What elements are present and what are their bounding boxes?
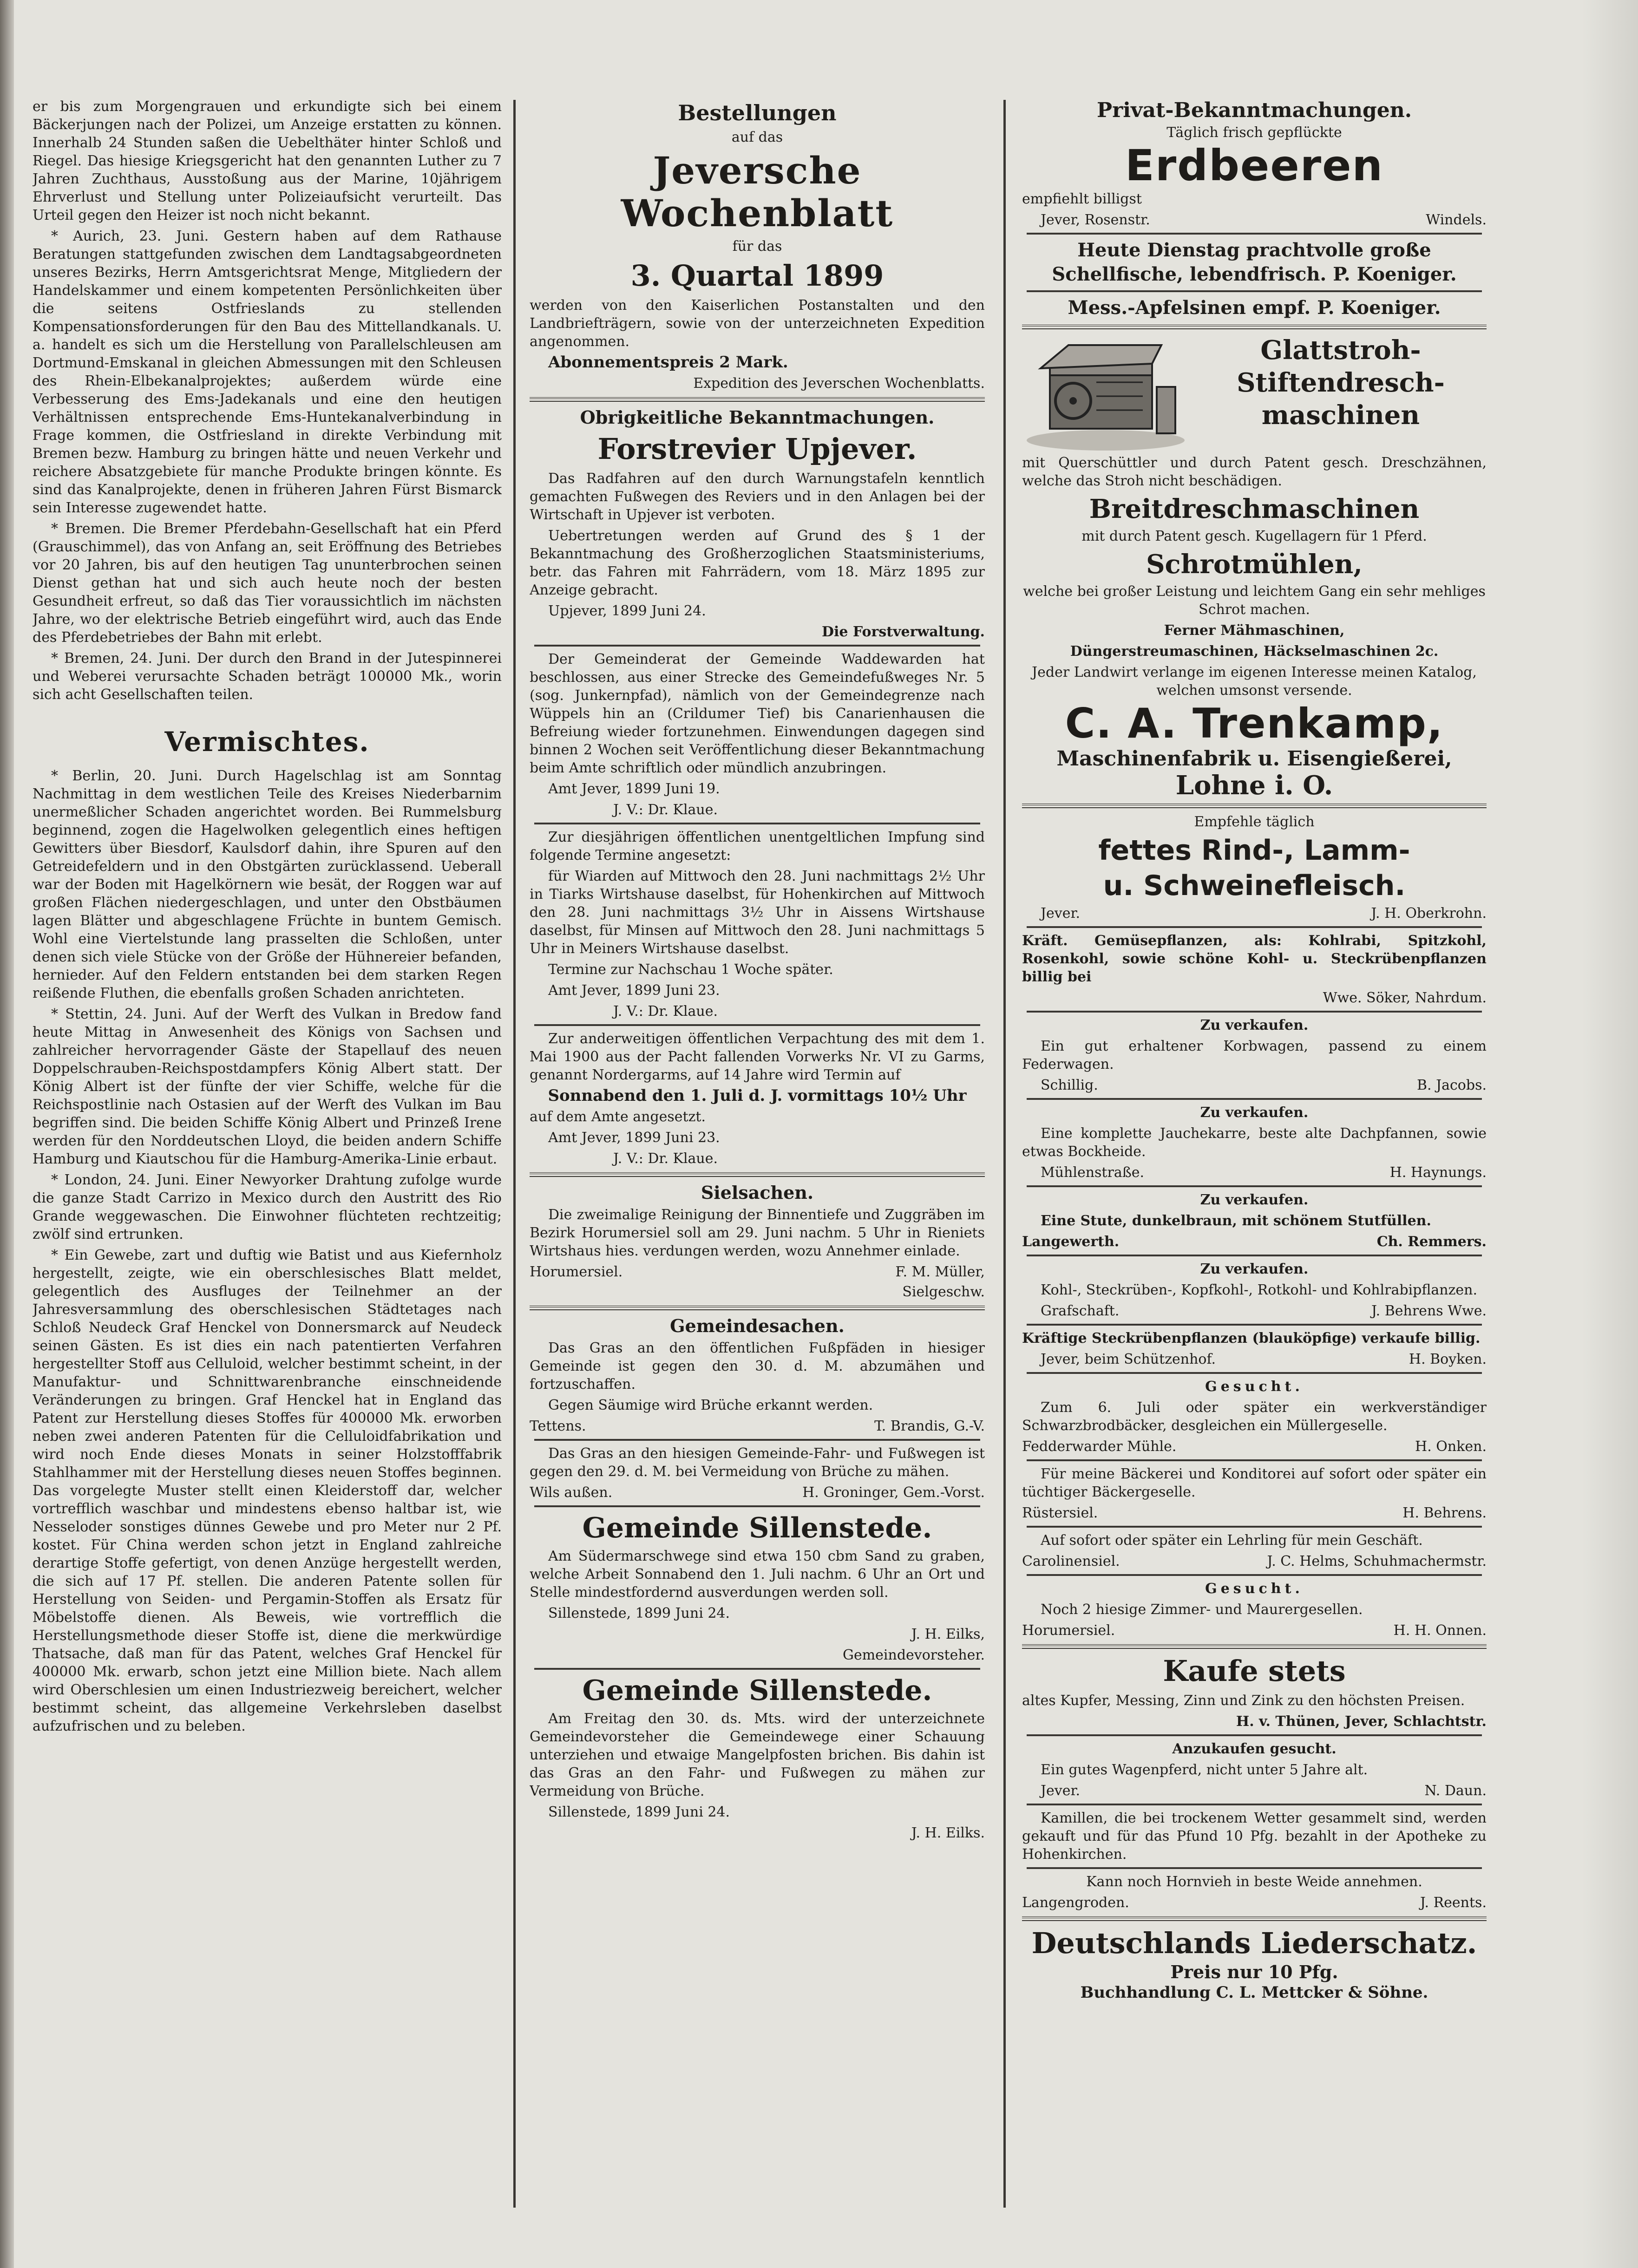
ad-signature-row <box>1022 1552 1487 1570</box>
notice-date: Amt Jever, 1899 Juni 23. <box>548 982 720 999</box>
notice-text: Termine zur Nachschau 1 Woche später. <box>548 961 833 978</box>
ad-signature-row <box>1022 211 1487 229</box>
notice-text: Uebertretungen werden auf Grund des § 1 der Bekanntmachung des Großherzoglichen Staatsministeriums, betr. das Fahren mit Fahrrädern, vom 18. März 1895 zur Anzeige gebracht. <box>530 528 985 598</box>
notice-signature: J. V.: Dr. Klaue. <box>613 802 718 818</box>
notice-text: Gegen Säumige wird Brüche erkannt werden. <box>548 1397 873 1413</box>
ad-signature-row <box>1022 1782 1487 1800</box>
ad-text: Jeder Landwirt verlange im eigenen Interesse meinen Katalog, welchen umsonst versende. <box>1032 664 1477 699</box>
column-rule <box>1003 100 1006 2208</box>
divider <box>530 1306 985 1310</box>
news-item-stettin: * Stettin, 24. Juni. Auf der Werft des Vulkan in Bredow fand heute Mittag in Anwesenheit des Königs von Sachsen und zahlreicher hervorragender Gäste der Stapellauf des neuen Doppelschrauben-Reichspostdampfers König Albert statt. Der König Albert ist der fünfte der vier Schiffe, welche für die Reichspostlinie nach Ostasien auf der Werft des Vulkan im Bau begriffen sind. Die beiden Schiffe König Albert und Prinzeß Irene werden für den Norddeutschen Lloyd, die beiden andern Schiffe Hamburg und Kiautschou für die Hamburg-Amerika-Linie erbaut. <box>33 1006 502 1167</box>
notice-signature: J. H. Eilks. <box>911 1825 985 1841</box>
ad-place: Jever, Rosenstr. <box>1041 212 1150 228</box>
divider <box>1027 1526 1482 1528</box>
ad-signature-row <box>1022 1894 1487 1912</box>
subscription-price: Abonnementspreis 2 Mark. <box>548 353 788 372</box>
news-item-gewebe: * Ein Gewebe, zart und duftig wie Batist und aus Kiefernholz hergestellt, zeigte, wie ein oberschlesisches Blatt meldet, gelegentlich des Ausfluges der Teilnehmer an der Jahresversammlung des oberschlesischen Städtetages nach Schloß Neudeck Graf Henckel von Donnersmarck auf Neudeck seinen Gästen. Es ist dies ein nach patentierten Verfahren hergestellter Stoff aus Celluloid, welcher bestimmt scheint, in der Manufaktur- und Schnittwarenbranche einschneidende Veränderungen zu bringen. Graf Henckel hat in England das Patent zur Herstellung dieses Stoffes für 400000 Mk. erworben neben zwei anderen Patenten für die Celluloidfabrikation und wird noch Ende dieses Monats in seiner Holzstofffabrik Stahlhammer mit der Herstellung dieses neuen Stoffes beginnen. Das vorgelegte Muster stellt einen Kleiderstoff dar, welcher vortrefflich waschbar und mindestens ebenso haltbar ist, wie Nesseloder sonstiges dünnes Gewebe und pro Meter nur 2 Pf. kostet. Für China werden schon jetzt in England zahlreiche derartige Stoffe gefertigt, von denen Anzüge hergestellt werden, die sich auf 17 Pf. stellen. Die anderen Patente sollen für Herstellung von Seiden- und Pergamin-Stoffen als Ersatz für Möbelstoffe dienen. Als Beweis, wie vortrefflich die Herstellungsmethode dieser Stoffe ist, diene die merkwürdige Thatsache, daß man für das Patent, welches Graf Henckel für 400000 Mk. erwarb, schon jetzt eine Million biete. Nach allem wird Oberschlesien um einen Industriezweig bereichert, welcher bestimmt scheint, das allgemeine Verkehrsleben daselbst aufzufrischen und zu beleben. <box>33 1247 502 1734</box>
notice-signature: J. V.: Dr. Klaue. <box>613 1003 718 1020</box>
notice-signature: Sielgeschw. <box>902 1284 985 1300</box>
ad-title-glattstroh: Glattstroh-Stiftendresch-maschinen <box>1237 335 1445 431</box>
notice-date: Sillenstede, 1899 Juni 24. <box>548 1804 730 1820</box>
notice-text: Das Gras an den öffentlichen Fußpfäden in hiesiger Gemeinde ist gegen den 30. d. M. abzumähen und fortzuschaffen. <box>530 1340 985 1392</box>
ad-text: Eine komplette Jauchekarre, beste alte Dachpfannen, sowie etwas Bockheide. <box>1022 1125 1487 1160</box>
subscription-text: werden von den Kaiserlichen Postanstalten und den Landbriefträgern, sowie von der unterzeichneten Expedition angenommen. <box>530 297 985 350</box>
ad-signature-row <box>1022 1504 1487 1522</box>
ad-place: Grafschaft. <box>1041 1303 1120 1319</box>
subscription-line: für das <box>732 238 782 255</box>
ad-heading: Anzukaufen gesucht. <box>1172 1741 1337 1757</box>
ad-signature: Ch. Remmers. <box>1376 1234 1487 1250</box>
divider <box>1027 1098 1482 1100</box>
divider <box>1022 1644 1487 1649</box>
notice-place: Horumersiel. <box>530 1264 623 1280</box>
section-title-vermischtes: Vermischtes. <box>164 726 370 758</box>
divider <box>1027 926 1482 928</box>
divider <box>1027 1011 1482 1013</box>
news-item-bremen-brand: * Bremen, 24. Juni. Der durch den Brand in der Jutespinnerei und Weberei verursachte Schaden beträgt 100000 Mk., worin sich acht Gesellschaften teilen. <box>33 650 502 703</box>
page-binding-edge <box>0 0 14 2268</box>
notice-signature: J. H. Eilks, <box>911 1626 985 1642</box>
notice-signature-row <box>530 1263 985 1281</box>
private-notices-heading: Privat-Bekanntmachungen. <box>1096 98 1412 122</box>
ad-text: Eine Stute, dunkelbraun, mit schönem Stutfüllen. <box>1041 1213 1431 1229</box>
ad-text: Ein gutes Wagenpferd, nicht unter 5 Jahre alt. <box>1041 1762 1368 1778</box>
notice-text: auf dem Amte angesetzt. <box>530 1109 706 1125</box>
column-rule <box>513 100 516 2208</box>
ad-signature: B. Jacobs. <box>1416 1077 1487 1093</box>
ad-text: Ein gut erhaltener Korbwagen, passend zu einem Federwagen. <box>1022 1038 1487 1072</box>
section-title-gemeindesachen: Gemeindesachen. <box>670 1315 845 1336</box>
sillenstede-title: Gemeinde Sillenstede. <box>582 1674 932 1707</box>
notice-text: Die zweimalige Reinigung der Binnentiefe und Zuggräben im Bezirk Horumersiel soll am 29. Juni nachm. 5 Uhr in Rieniets Wirtshaus hies. verdungen werden, wozu Annehmer einlade. <box>530 1207 985 1259</box>
ad-place: Fedderwarder Mühle. <box>1022 1438 1177 1455</box>
ad-signature: H. v. Thünen, Jever, Schlachtstr. <box>1236 1713 1487 1730</box>
notice-date: Amt Jever, 1899 Juni 19. <box>548 781 720 797</box>
notice-text: Am Freitag den 30. ds. Mts. wird der unterzeichnete Gemeindevorsteher die Gemeindewege einer Schauung unterziehen und etwaige Mangelpfosten brichen. Bis dahin ist das Gras an den Fahr- und Fußwegen zu mähen zur Vermeidung von Brüche. <box>530 1711 985 1799</box>
notice-text: Zur diesjährigen öffentlichen unentgeltlichen Impfung sind folgende Termine angesetzt: <box>530 829 985 863</box>
divider <box>1027 290 1482 292</box>
notices-column-middle <box>530 98 985 2198</box>
ad-price: Preis nur 10 Pfg. <box>1170 1961 1338 1982</box>
notice-date-highlight: Sonnabend den 1. Juli d. J. vormittags 10½ Uhr <box>548 1086 967 1105</box>
ad-signature-row <box>1022 1350 1487 1368</box>
ad-signature: H. Haynungs. <box>1389 1164 1487 1181</box>
ad-location: Lohne i. O. <box>1175 770 1333 801</box>
news-item-bremen: * Bremen. Die Bremer Pferdebahn-Gesellschaft hat ein Pferd (Grauschimmel), das von Anfang an, seit Eröffnung des Betriebes vor 20 Jahren, bis auf den heutigen Tag ununterbrochen seinen Dienst gethan hat und sich auch heute noch der besten Gesundheit erfreut, so daß das Tier voraussichtlich im nächsten Jahre, wo der elektrische Betrieb eingeführt wird, auch das Ende des Pferdebetriebes der Bahn mit erlebt. <box>33 521 502 646</box>
ad-text: Kräftige Steckrübenpflanzen (blauköpfige) verkaufe billig. <box>1022 1330 1481 1346</box>
ad-signature: H. H. Onnen. <box>1393 1622 1487 1639</box>
ad-signature: Buchhandlung C. L. Mettcker & Söhne. <box>1080 1983 1428 2002</box>
news-item: er bis zum Morgengrauen und erkundigte sich bei einem Bäckerjungen nach der Polizei, um Anzeige erstatten zu können. Innerhalb 24 Stunden saßen die Uebelthäter hinter Schloß und Riegel. Das hiesige Kriegsgericht hat den genannten Luther zu 7 Jahren Zuchthaus, Ausstoßung aus der Marine, 10jährigem Ehrverlust und Stellung unter Polizeiaufsicht verurteilt. Das Urteil gegen den Heizer ist noch nicht bekannt. <box>33 98 502 223</box>
ad-text: Ferner Mähmaschinen, <box>1164 622 1345 639</box>
divider <box>534 1505 980 1507</box>
ad-text: Kohl-, Steckrüben-, Kopfkohl-, Rotkohl- und Kohlrabipflanzen. <box>1041 1282 1477 1298</box>
notice-signature: H. Groninger, Gem.-Vorst. <box>802 1484 985 1501</box>
ad-text-schellfische: Heute Dienstag prachtvolle große Schellfische, lebendfrisch. P. Koeniger. <box>1052 239 1457 285</box>
divider <box>530 397 985 402</box>
divider <box>1022 1916 1487 1921</box>
ad-text: Noch 2 hiesige Zimmer- und Maurergesellen. <box>1041 1601 1363 1618</box>
ad-heading: Zu verkaufen. <box>1200 1192 1309 1208</box>
ad-signature: Wwe. Söker, Nahrdum. <box>1323 990 1487 1006</box>
newspaper-name: Jeversche Wochenblatt <box>621 149 894 235</box>
notice-signature: Gemeindevorsteher. <box>842 1647 985 1663</box>
ad-place: Jever. <box>1041 905 1081 922</box>
divider <box>1027 1867 1482 1869</box>
ad-title-kaufe: Kaufe stets <box>1163 1654 1346 1688</box>
ad-title-fleisch: u. Schweinefleisch. <box>1103 869 1406 902</box>
ad-title-trenkamp: C. A. Trenkamp, <box>1065 699 1444 747</box>
official-notices-heading: Obrigkeitliche Bekanntmachungen. <box>580 407 935 428</box>
ad-text-apfelsinen: Mess.-Apfelsinen empf. P. Koeniger. <box>1068 297 1441 319</box>
notice-signature-row <box>530 1484 985 1502</box>
ad-text: welche bei großer Leistung und leichtem Gang ein sehr mehliges Schrot machen. <box>1023 583 1486 618</box>
ad-title-breitdresch: Breitdreschmaschinen <box>1089 494 1420 524</box>
divider <box>1027 1372 1482 1374</box>
divider <box>530 1172 985 1177</box>
news-item-berlin: * Berlin, 20. Juni. Durch Hagelschlag ist am Sonntag Nachmittag in dem westlichen Teile des Kreises Niederbarnim unermeßlicher Schaden angerichtet worden. Bei Rummelsburg beginnend, zogen die Hagelwolken gelegentlich eines heftigen Gewitters über Biesdorf, Kaulsdorf dahin, ihre Spuren auf den Getreidefeldern und in den Obstgärten zurücklassend. Ueberall war der Boden mit Hagelkörnern wie besät, der Roggen war auf großen Flächen niedergeschlagen, und unter den Obstbäumen lagen Blätter und abgeschlagene Früchte in buntem Gemisch. Wohl eine Viertelstunde lang prasselten die Schloßen, unter denen sich viele Stücke von der Größe der Hühnereier befanden, hernieder. Auf den Feldern entstanden bei dem starken Regen reißende Fluthen, die ebenfalls großen Schaden anrichteten. <box>33 768 502 1001</box>
divider <box>1022 325 1487 329</box>
ad-place: Langewerth. <box>1022 1234 1120 1250</box>
ad-place: Mühlenstraße. <box>1041 1164 1145 1181</box>
ad-signature: H. Onken. <box>1415 1438 1487 1455</box>
notice-date: Sillenstede, 1899 Juni 24. <box>548 1605 730 1621</box>
ad-title-schrotmuehlen: Schrotmühlen, <box>1146 549 1363 580</box>
divider <box>534 645 980 647</box>
ad-place: Carolinensiel. <box>1022 1553 1120 1569</box>
notice-date: Upjever, 1899 Juni 24. <box>548 603 706 619</box>
ad-title-fleisch: fettes Rind-, Lamm- <box>1098 834 1410 867</box>
ad-signature: Windels. <box>1426 212 1487 228</box>
ad-text: Täglich frisch gepflückte <box>1166 124 1342 141</box>
page-right-margin <box>1582 0 1638 2268</box>
ad-signature-row <box>1022 904 1487 922</box>
divider <box>1027 1574 1482 1576</box>
ad-text: Kann noch Hornvieh in beste Weide annehmen. <box>1086 1874 1422 1890</box>
ad-text: Für meine Bäckerei und Konditorei auf sofort oder später ein tüchtiger Bäckergeselle. <box>1022 1466 1487 1500</box>
ad-signature: J. C. Helms, Schuhmachermstr. <box>1267 1553 1487 1569</box>
notice-signature: F. M. Müller, <box>895 1264 985 1280</box>
subscription-heading: Bestellungen <box>678 100 837 125</box>
ad-place: Langengroden. <box>1022 1895 1129 1911</box>
ad-text-gemuese: Kräft. Gemüsepflanzen, als: Kohlrabi, Spitzkohl, Rosenkohl, sowie schöne Kohl- u. Steckrübenpflanzen billig bei <box>1022 933 1487 985</box>
ad-text: altes Kupfer, Messing, Zinn und Zink zu den höchsten Preisen. <box>1022 1693 1465 1709</box>
notice-place: Wils außen. <box>530 1484 613 1501</box>
divider <box>1027 1255 1482 1256</box>
quarter-title: 3. Quartal 1899 <box>630 259 884 293</box>
divider <box>1022 804 1487 808</box>
ad-title-liederschatz: Deutschlands Liederschatz. <box>1031 1926 1477 1960</box>
divider <box>534 1024 980 1026</box>
ad-signature-row <box>1022 1438 1487 1456</box>
divider <box>1027 1185 1482 1187</box>
ad-subtitle: Maschinenfabrik u. Eisengießerei, <box>1056 747 1452 771</box>
divider <box>534 1668 980 1670</box>
ad-heading: Zu verkaufen. <box>1200 1261 1309 1277</box>
ad-place: Schillig. <box>1041 1077 1098 1093</box>
notice-date: Amt Jever, 1899 Juni 23. <box>548 1130 720 1146</box>
divider <box>1027 233 1482 235</box>
notice-text: Das Radfahren auf den durch Warnungstafeln kenntlich gemachten Fußwegen des Reviers und in den Anlagen bei der Wirtschaft in Upjever ist verboten. <box>530 471 985 523</box>
notice-signature: T. Brandis, G.-V. <box>874 1418 985 1434</box>
ad-signature: J. Reents. <box>1420 1895 1487 1911</box>
ad-text: Auf sofort oder später ein Lehrling für mein Geschäft. <box>1041 1532 1423 1549</box>
divider <box>534 823 980 824</box>
ad-signature-row <box>1022 1621 1487 1640</box>
ad-text: Empfehle täglich <box>1194 814 1315 830</box>
ad-heading: Gesucht. <box>1205 1379 1304 1395</box>
news-column-left <box>33 98 502 2198</box>
ad-signature-row <box>1022 1163 1487 1182</box>
news-item-london: * London, 24. Juni. Einer Newyorker Drahtung zufolge wurde die ganze Stadt Carrizo in Mexico durch den Austritt des Rio Grande weggewaschen. Die Einwohner flüchteten rechtzeitig; zwölf sind ertrunken. <box>33 1172 502 1242</box>
notice-text: Am Südermarschwege sind etwa 150 cbm Sand zu graben, welche Arbeit Sonnabend den 1. Juli nachm. 6 Uhr an Ort und Stelle mindestfordernd ausverdungen werden soll. <box>530 1548 985 1601</box>
ad-signature-row <box>1022 1076 1487 1094</box>
section-title-sielsachen: Sielsachen. <box>701 1182 814 1203</box>
threshing-machine-illustration <box>1022 336 1189 452</box>
forstrevier-title: Forstrevier Upjever. <box>597 432 917 466</box>
ad-heading: Zu verkaufen. <box>1200 1017 1309 1033</box>
divider <box>534 1439 980 1441</box>
notice-place: Tettens. <box>530 1418 586 1434</box>
ad-text: Düngerstreumaschinen, Häckselmaschinen 2c. <box>1070 643 1439 660</box>
ad-text: Kamillen, die bei trockenem Wetter gesammelt sind, werden gekauft und für das Pfund 10 Pfg. bezahlt in der Apotheke zu Hohenkirchen. <box>1022 1810 1487 1863</box>
notice-text: Der Gemeinderat der Gemeinde Waddewarden hat beschlossen, aus einer Strecke des Gemeindefußweges Nr. 5 (sog. Junkernpfad), nämlich von der Gemeindegrenze nach Wüppels hin an (Crildumer Tief) bis Canarienhausen die Befreiung wieder fortzunehmen. Einwendungen dagegen sind binnen 2 Wochen seit Veröffentlichung dieser Bekanntmachung beim Amte schriftlich oder mündlich anzubringen. <box>530 651 985 776</box>
ad-signature: J. Behrens Wwe. <box>1371 1303 1487 1319</box>
news-item-aurich: * Aurich, 23. Juni. Gestern haben auf dem Rathause Beratungen stattgefunden zwischen dem Landtagsabgeordneten unseres Bezirks, Herrn Amtsgerichtsrat Menge, Mitgliedern der Handelskammer und einem kompetenten Persönlichkeiten über die seitens Ostfrieslands zu stellenden Kompensationsforderungen für den Bau des Mittellandkanals. U. a. handelt es sich um die Herstellung von Parallelschleusen am Dortmund-Emskanal in gleichen Abmessungen mit den Schleusen des Rhein-Elbekanalprojektes; außerdem würde eine Verbesserung des Ems-Jadekanals und eine den heutigen Verhältnissen entsprechende Ems-Huntekanalverbindung in Frage kommen, die Ostfriesland in direkte Verbindung mit Bremen bezw. Hamburg zu bringen hätte und neuen Verkehr und reichere Absatzgebiete für manche Produkte bringen könnte. Es sind das Kanalprojekte, denen in früheren Jahren Fürst Bismarck sein Interesse zugewendet hatte. <box>33 228 502 516</box>
notice-text: für Wiarden auf Mittwoch den 28. Juni nachmittags 2½ Uhr in Tiarks Wirtshause daselbst, für Hohenkirchen auf Mittwoch den 28. Juni nachmittags 3½ Uhr in Aissens Wirtshause daselbst, für Minsen auf Mittwoch den 28. Juni nachmittags 5 Uhr in Meiners Wirtshause daselbst. <box>530 868 985 957</box>
ad-signature: H. Boyken. <box>1409 1351 1487 1367</box>
divider <box>1027 1804 1482 1805</box>
divider <box>1027 1734 1482 1736</box>
sillenstede-title: Gemeinde Sillenstede. <box>582 1512 932 1544</box>
ad-signature: N. Daun. <box>1424 1783 1487 1799</box>
ad-place: Jever, beim Schützenhof. <box>1041 1351 1216 1367</box>
notice-signature-row <box>530 1417 985 1435</box>
notice-text: Das Gras an den hiesigen Gemeinde-Fahr- und Fußwegen ist gegen den 29. d. M. bei Vermeidung von Brüche zu mähen. <box>530 1445 985 1480</box>
ad-heading: Zu verkaufen. <box>1200 1105 1309 1121</box>
ad-signature-row <box>1022 1302 1487 1320</box>
notice-signature: J. V.: Dr. Klaue. <box>613 1150 718 1167</box>
ad-place: Horumersiel. <box>1022 1622 1115 1639</box>
notice-signature: Die Forstverwaltung. <box>821 624 985 640</box>
ad-text: mit Querschüttler und durch Patent gesch. Dreschzähnen, welche das Stroh nicht beschädigen. <box>1022 455 1487 489</box>
ad-signature: J. H. Oberkrohn. <box>1371 905 1487 922</box>
ad-place: Jever. <box>1041 1783 1081 1799</box>
ad-text: empfiehlt billigst <box>1022 191 1142 207</box>
ads-column-right <box>1022 98 1487 2198</box>
ad-text: Zum 6. Juli oder später ein werkverständiger Schwarzbrodbäcker, desgleichen ein Müllergeselle. <box>1022 1399 1487 1434</box>
ad-signature: H. Behrens. <box>1402 1505 1487 1521</box>
divider <box>1027 1324 1482 1326</box>
ad-place: Rüstersiel. <box>1022 1505 1098 1521</box>
subscription-signature: Expedition des Jeverschen Wochenblatts. <box>693 375 985 392</box>
ad-title-erdbeeren: Erdbeeren <box>1125 141 1383 190</box>
ad-heading: Gesucht. <box>1205 1581 1304 1597</box>
subscription-line: auf das <box>731 129 783 145</box>
ad-text: mit durch Patent gesch. Kugellagern für 1 Pferd. <box>1081 528 1427 544</box>
ad-signature-row <box>1022 1233 1487 1251</box>
notice-text: Zur anderweitigen öffentlichen Verpachtung des mit dem 1. Mai 1900 aus der Pacht fallenden Vorwerks Nr. VI zu Garms, genannt Nordergarms, auf 14 Jahre wird Termin auf <box>530 1031 985 1083</box>
divider <box>1027 1459 1482 1461</box>
